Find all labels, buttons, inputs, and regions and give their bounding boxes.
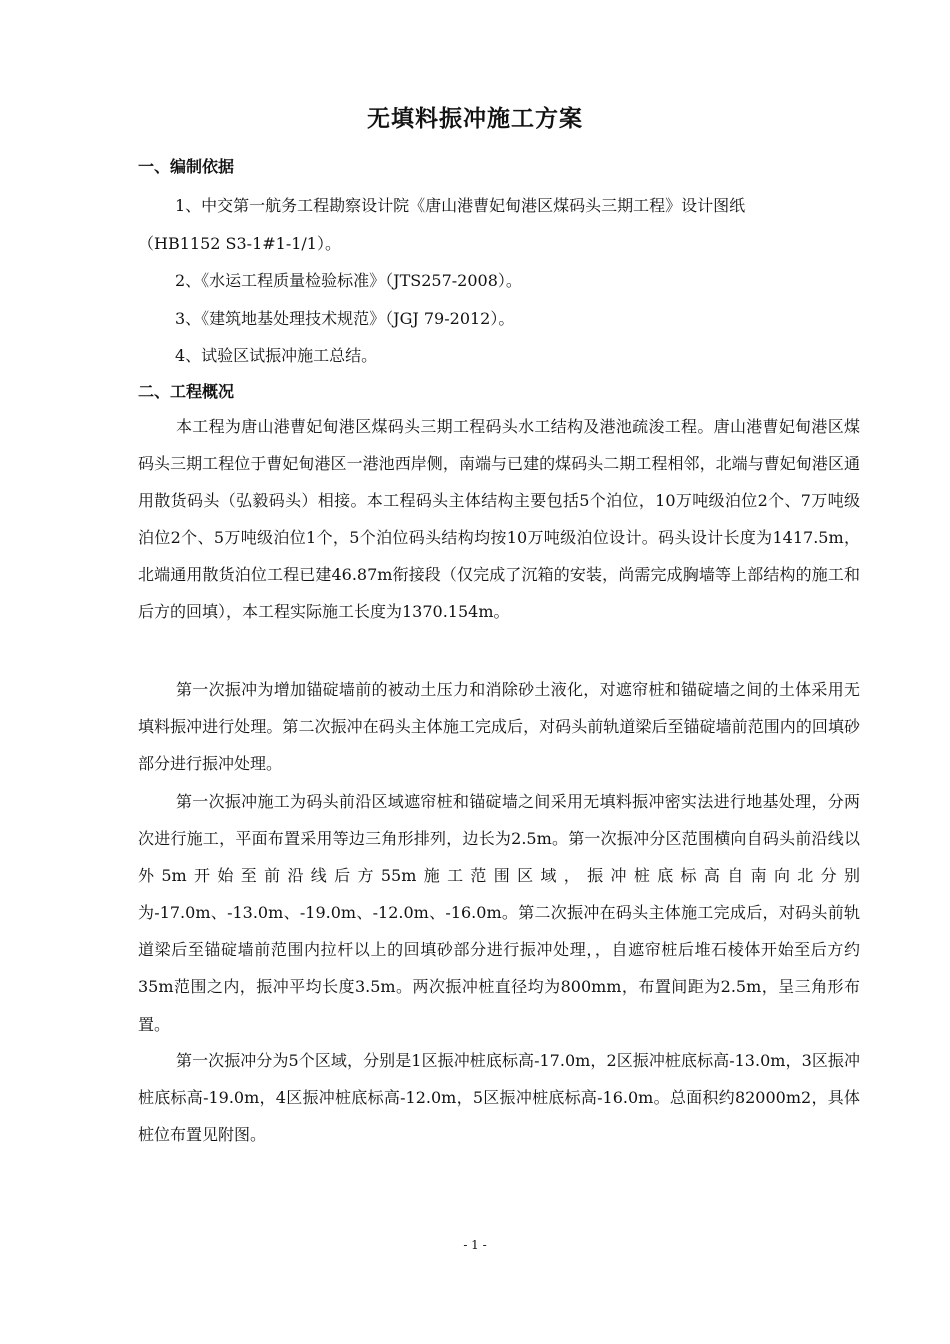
- basis-item-1-line-1: 1、中交第一航务工程勘察设计院《唐山港曹妃甸港区煤码头三期工程》设计图纸: [175, 196, 746, 215]
- overview-paragraph-1: 本工程为唐山港曹妃甸港区煤码头三期工程码头水工结构及港池疏浚工程。唐山港曹妃甸港区煤码头三期工程位于曹妃甸港区一港池西岸侧，南端与已建的煤码头二期工程相邻，北端与曹妃甸港区通用散货码头（弘毅码头）相接。本工程码头主体结构主要包括5个泊位，10万吨级泊位2个、7万吨级泊位2个、5万吨级泊位1个，5个泊位码头结构均按10万吨级泊位设计。码头设计长度为1417.5m，北端通用散货泊位工程已建46.87m衔接段（仅完成了沉箱的安装，尚需完成胸墙等上部结构的施工和后方的回填），本工程实际施工长度为1370.154m。: [138, 417, 860, 622]
- overview-paragraph-3: 第一次振冲施工为码头前沿区域遮帘桩和锚碇墙之间采用无填料振冲密实法进行地基处理，分两次进行施工，平面布置采用等边三角形排列，边长为2.5m。第一次振冲分区范围横向自码头前沿线以外5m开始至前沿线后方55m施工范围区域，振冲桩底标高自南向北分别为-17.0m、-13.0m、-19.0m、-12.0m、-16.0m。第二次振冲在码头主体施工完成后，对码头前轨道梁后至锚碇墙前范围内拉杆以上的回填砂部分进行振冲处理，，自遮帘桩后堆石棱体开始至后方约35m范围之内，振冲平均长度3.5m。两次振冲桩直径均为800mm，布置间距为2.5m，呈三角形布置。: [138, 792, 860, 1034]
- overview-paragraph-2: 第一次振冲为增加锚碇墙前的被动土压力和消除砂土液化，对遮帘桩和锚碇墙之间的土体采用无填料振冲进行处理。第二次振冲在码头主体施工完成后，对码头前轨道梁后至锚碇墙前范围内的回填砂部分进行振冲处理。: [138, 680, 860, 774]
- basis-item-3: 3、《建筑地基处理技术规范》（JGJ 79-2012）。: [175, 309, 515, 328]
- document-title: 无填料振冲施工方案: [367, 106, 583, 132]
- section-heading-overview: 二、工程概况: [138, 382, 235, 401]
- section-heading-basis: 一、编制依据: [138, 157, 235, 176]
- page-number: - 1 -: [463, 1238, 487, 1252]
- overview-paragraph-4: 第一次振冲分为5个区域，分别是1区振冲桩底标高-17.0m，2区振冲桩底标高-13.0m，3区振冲桩底标高-19.0m，4区振冲桩底标高-12.0m，5区振冲桩底标高-16.0m。总面积约82000m2，具体桩位布置见附图。: [138, 1051, 860, 1145]
- basis-item-1-line-2: （HB1152 S3-1#1-1/1）。: [138, 234, 341, 253]
- basis-item-4: 4、试验区试振冲施工总结。: [175, 346, 378, 365]
- basis-item-2: 2、《水运工程质量检验标准》（JTS257-2008）。: [175, 271, 522, 290]
